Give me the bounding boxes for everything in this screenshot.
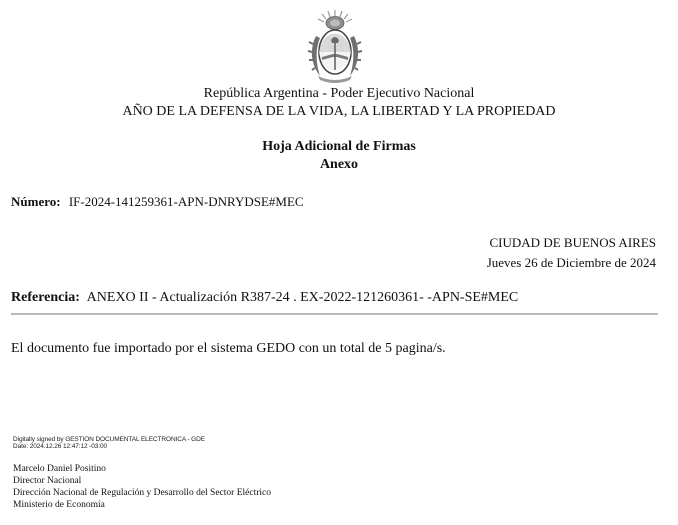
divider <box>11 313 658 315</box>
signer-position: Director Nacional <box>13 476 82 486</box>
signer-ministry: Ministerio de Economía <box>13 500 105 510</box>
digital-signature-line: Digitally signed by GESTION DOCUMENTAL ELECTRONICA - GDE <box>13 436 205 443</box>
numero-value: IF-2024-141259361-APN-DNRYDSE#MEC <box>68 194 304 209</box>
document-title: Hoja Adicional de Firmas <box>262 139 416 154</box>
digital-signature-date: Date: 2024.12.26 12:47:12 -03:00 <box>13 443 108 450</box>
city: CIUDAD DE BUENOS AIRES <box>489 235 656 250</box>
argentina-coat-of-arms-icon <box>306 8 364 86</box>
reference <box>11 290 518 306</box>
date: Jueves 26 de Diciembre de 2024 <box>486 255 656 270</box>
numero-label: Número: <box>11 194 61 209</box>
header-line-republica: República Argentina - Poder Ejecutivo Nacional <box>203 86 475 101</box>
signer-name: Marcelo Daniel Positino <box>13 464 106 474</box>
document-number <box>11 194 304 210</box>
referencia-value: ANEXO II - Actualización R387-24 . EX-2022-121260361- -APN-SE#MEC <box>86 290 519 305</box>
header-line-year-motto: AÑO DE LA DEFENSA DE LA VIDA, LA LIBERTAD Y LA PROPIEDAD <box>122 104 556 119</box>
body-text: El documento fue importado por el sistema GEDO con un total de 5 pagina/s. <box>11 341 446 356</box>
document-subtitle: Anexo <box>319 157 359 172</box>
referencia-label: Referencia: <box>11 290 80 305</box>
signer-office: Dirección Nacional de Regulación y Desarrollo del Sector Eléctrico <box>13 488 271 498</box>
